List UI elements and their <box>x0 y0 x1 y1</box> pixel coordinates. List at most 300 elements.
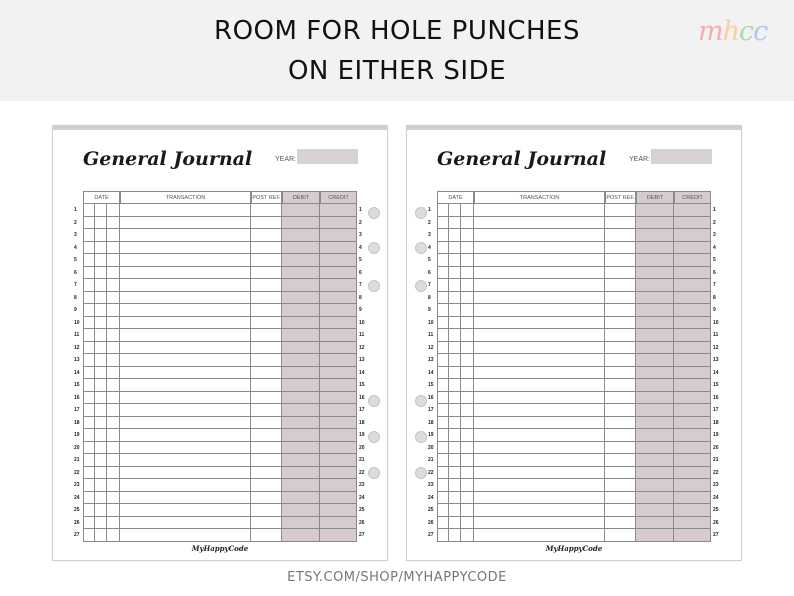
table-cell[interactable] <box>95 217 107 230</box>
table-cell[interactable] <box>674 392 711 405</box>
table-cell[interactable] <box>83 517 95 530</box>
table-cell[interactable] <box>107 254 120 267</box>
table-cell[interactable] <box>95 279 107 292</box>
table-cell[interactable] <box>605 454 636 467</box>
table-cell[interactable] <box>605 492 636 505</box>
table-cell[interactable] <box>107 492 120 505</box>
table-cell[interactable] <box>320 229 357 242</box>
table-cell[interactable] <box>474 267 605 280</box>
table-cell[interactable] <box>95 342 107 355</box>
table-cell[interactable] <box>636 479 674 492</box>
table-cell[interactable] <box>636 242 674 255</box>
table-cell[interactable] <box>320 467 357 480</box>
table-cell[interactable] <box>636 442 674 455</box>
table-cell[interactable] <box>449 304 461 317</box>
table-cell[interactable] <box>251 379 282 392</box>
table-cell[interactable] <box>83 279 95 292</box>
table-cell[interactable] <box>107 392 120 405</box>
table-cell[interactable] <box>474 242 605 255</box>
table-cell[interactable] <box>120 229 251 242</box>
table-cell[interactable] <box>461 304 474 317</box>
table-cell[interactable] <box>674 204 711 217</box>
table-cell[interactable] <box>251 279 282 292</box>
table-cell[interactable] <box>636 292 674 305</box>
table-cell[interactable] <box>605 342 636 355</box>
table-cell[interactable] <box>674 342 711 355</box>
table-cell[interactable] <box>605 517 636 530</box>
table-cell[interactable] <box>437 354 449 367</box>
table-cell[interactable] <box>251 454 282 467</box>
table-cell[interactable] <box>474 304 605 317</box>
table-cell[interactable] <box>449 342 461 355</box>
table-cell[interactable] <box>674 492 711 505</box>
table-cell[interactable] <box>437 529 449 542</box>
table-cell[interactable] <box>251 292 282 305</box>
table-cell[interactable] <box>95 367 107 380</box>
table-cell[interactable] <box>636 504 674 517</box>
table-cell[interactable] <box>605 354 636 367</box>
table-cell[interactable] <box>461 254 474 267</box>
table-cell[interactable] <box>120 367 251 380</box>
table-cell[interactable] <box>474 354 605 367</box>
table-cell[interactable] <box>320 354 357 367</box>
table-cell[interactable] <box>120 317 251 330</box>
table-cell[interactable] <box>107 504 120 517</box>
table-cell[interactable] <box>437 504 449 517</box>
table-cell[interactable] <box>474 204 605 217</box>
table-cell[interactable] <box>107 267 120 280</box>
table-cell[interactable] <box>605 292 636 305</box>
table-cell[interactable] <box>83 304 95 317</box>
table-cell[interactable] <box>636 317 674 330</box>
table-cell[interactable] <box>95 267 107 280</box>
table-cell[interactable] <box>95 479 107 492</box>
table-cell[interactable] <box>107 342 120 355</box>
table-cell[interactable] <box>107 367 120 380</box>
table-cell[interactable] <box>605 317 636 330</box>
table-cell[interactable] <box>251 267 282 280</box>
table-cell[interactable] <box>251 529 282 542</box>
table-cell[interactable] <box>674 279 711 292</box>
table-cell[interactable] <box>320 254 357 267</box>
table-cell[interactable] <box>474 317 605 330</box>
table-cell[interactable] <box>120 392 251 405</box>
table-cell[interactable] <box>320 504 357 517</box>
table-cell[interactable] <box>449 454 461 467</box>
table-cell[interactable] <box>636 367 674 380</box>
table-cell[interactable] <box>474 279 605 292</box>
table-cell[interactable] <box>107 479 120 492</box>
table-cell[interactable] <box>636 229 674 242</box>
table-cell[interactable] <box>120 504 251 517</box>
table-cell[interactable] <box>320 392 357 405</box>
table-cell[interactable] <box>282 242 320 255</box>
table-cell[interactable] <box>449 504 461 517</box>
table-cell[interactable] <box>674 217 711 230</box>
table-cell[interactable] <box>474 217 605 230</box>
table-cell[interactable] <box>636 517 674 530</box>
table-cell[interactable] <box>636 492 674 505</box>
table-cell[interactable] <box>461 517 474 530</box>
table-cell[interactable] <box>120 404 251 417</box>
table-cell[interactable] <box>474 442 605 455</box>
table-cell[interactable] <box>83 467 95 480</box>
table-cell[interactable] <box>282 442 320 455</box>
year-field[interactable] <box>297 149 358 164</box>
table-cell[interactable] <box>120 242 251 255</box>
table-cell[interactable] <box>461 479 474 492</box>
table-cell[interactable] <box>449 279 461 292</box>
table-cell[interactable] <box>474 329 605 342</box>
table-cell[interactable] <box>282 467 320 480</box>
table-cell[interactable] <box>437 342 449 355</box>
table-cell[interactable] <box>674 454 711 467</box>
table-cell[interactable] <box>83 479 95 492</box>
table-cell[interactable] <box>95 204 107 217</box>
table-cell[interactable] <box>474 467 605 480</box>
table-cell[interactable] <box>107 454 120 467</box>
table-cell[interactable] <box>449 254 461 267</box>
table-cell[interactable] <box>605 504 636 517</box>
table-cell[interactable] <box>605 479 636 492</box>
table-cell[interactable] <box>107 529 120 542</box>
table-cell[interactable] <box>449 204 461 217</box>
table-cell[interactable] <box>107 467 120 480</box>
table-cell[interactable] <box>251 442 282 455</box>
table-cell[interactable] <box>474 342 605 355</box>
table-cell[interactable] <box>461 292 474 305</box>
table-cell[interactable] <box>95 229 107 242</box>
table-cell[interactable] <box>83 317 95 330</box>
table-cell[interactable] <box>474 392 605 405</box>
table-cell[interactable] <box>251 317 282 330</box>
table-cell[interactable] <box>107 417 120 430</box>
table-cell[interactable] <box>474 454 605 467</box>
table-cell[interactable] <box>120 204 251 217</box>
table-cell[interactable] <box>636 329 674 342</box>
table-cell[interactable] <box>282 367 320 380</box>
table-cell[interactable] <box>437 304 449 317</box>
table-cell[interactable] <box>282 404 320 417</box>
table-cell[interactable] <box>251 242 282 255</box>
table-cell[interactable] <box>83 292 95 305</box>
table-cell[interactable] <box>674 267 711 280</box>
table-cell[interactable] <box>636 379 674 392</box>
table-cell[interactable] <box>320 342 357 355</box>
table-cell[interactable] <box>282 279 320 292</box>
table-cell[interactable] <box>282 529 320 542</box>
table-cell[interactable] <box>461 317 474 330</box>
table-cell[interactable] <box>120 279 251 292</box>
table-cell[interactable] <box>251 492 282 505</box>
table-cell[interactable] <box>674 304 711 317</box>
table-cell[interactable] <box>251 467 282 480</box>
table-cell[interactable] <box>636 529 674 542</box>
table-cell[interactable] <box>605 267 636 280</box>
table-cell[interactable] <box>251 404 282 417</box>
table-cell[interactable] <box>95 329 107 342</box>
table-cell[interactable] <box>461 429 474 442</box>
table-cell[interactable] <box>83 417 95 430</box>
table-cell[interactable] <box>437 379 449 392</box>
table-cell[interactable] <box>437 429 449 442</box>
table-cell[interactable] <box>251 342 282 355</box>
table-cell[interactable] <box>95 454 107 467</box>
table-cell[interactable] <box>282 292 320 305</box>
table-cell[interactable] <box>636 342 674 355</box>
table-cell[interactable] <box>461 379 474 392</box>
table-cell[interactable] <box>437 454 449 467</box>
table-cell[interactable] <box>605 429 636 442</box>
table-cell[interactable] <box>674 354 711 367</box>
table-cell[interactable] <box>120 429 251 442</box>
table-cell[interactable] <box>83 217 95 230</box>
table-cell[interactable] <box>461 417 474 430</box>
table-cell[interactable] <box>251 504 282 517</box>
table-cell[interactable] <box>83 267 95 280</box>
table-cell[interactable] <box>107 242 120 255</box>
table-cell[interactable] <box>674 317 711 330</box>
table-cell[interactable] <box>282 329 320 342</box>
table-cell[interactable] <box>282 392 320 405</box>
table-cell[interactable] <box>674 517 711 530</box>
table-cell[interactable] <box>437 517 449 530</box>
table-cell[interactable] <box>461 454 474 467</box>
table-cell[interactable] <box>674 429 711 442</box>
table-cell[interactable] <box>95 529 107 542</box>
table-cell[interactable] <box>251 367 282 380</box>
table-cell[interactable] <box>636 254 674 267</box>
table-cell[interactable] <box>282 354 320 367</box>
table-cell[interactable] <box>636 279 674 292</box>
table-cell[interactable] <box>83 442 95 455</box>
table-cell[interactable] <box>282 379 320 392</box>
table-cell[interactable] <box>674 442 711 455</box>
table-cell[interactable] <box>95 317 107 330</box>
table-cell[interactable] <box>437 217 449 230</box>
table-cell[interactable] <box>474 254 605 267</box>
table-cell[interactable] <box>282 342 320 355</box>
table-cell[interactable] <box>320 279 357 292</box>
table-cell[interactable] <box>461 467 474 480</box>
table-cell[interactable] <box>474 379 605 392</box>
table-cell[interactable] <box>674 329 711 342</box>
table-cell[interactable] <box>605 379 636 392</box>
table-cell[interactable] <box>605 367 636 380</box>
table-cell[interactable] <box>320 442 357 455</box>
table-cell[interactable] <box>120 354 251 367</box>
table-cell[interactable] <box>461 367 474 380</box>
table-cell[interactable] <box>474 479 605 492</box>
table-cell[interactable] <box>461 204 474 217</box>
table-cell[interactable] <box>437 442 449 455</box>
table-cell[interactable] <box>449 404 461 417</box>
table-cell[interactable] <box>107 292 120 305</box>
table-cell[interactable] <box>95 517 107 530</box>
table-cell[interactable] <box>120 254 251 267</box>
table-cell[interactable] <box>251 392 282 405</box>
table-cell[interactable] <box>449 417 461 430</box>
table-cell[interactable] <box>474 292 605 305</box>
table-cell[interactable] <box>449 517 461 530</box>
table-cell[interactable] <box>107 279 120 292</box>
table-cell[interactable] <box>636 217 674 230</box>
table-cell[interactable] <box>83 342 95 355</box>
table-cell[interactable] <box>95 504 107 517</box>
table-cell[interactable] <box>251 254 282 267</box>
table-cell[interactable] <box>461 492 474 505</box>
table-cell[interactable] <box>449 467 461 480</box>
table-cell[interactable] <box>320 292 357 305</box>
table-cell[interactable] <box>320 454 357 467</box>
table-cell[interactable] <box>83 504 95 517</box>
table-cell[interactable] <box>437 392 449 405</box>
table-cell[interactable] <box>437 267 449 280</box>
table-cell[interactable] <box>107 517 120 530</box>
table-cell[interactable] <box>437 329 449 342</box>
table-cell[interactable] <box>674 417 711 430</box>
table-cell[interactable] <box>674 479 711 492</box>
table-cell[interactable] <box>474 229 605 242</box>
table-cell[interactable] <box>437 404 449 417</box>
table-cell[interactable] <box>320 517 357 530</box>
table-cell[interactable] <box>251 479 282 492</box>
table-cell[interactable] <box>605 254 636 267</box>
table-cell[interactable] <box>83 329 95 342</box>
table-cell[interactable] <box>474 529 605 542</box>
table-cell[interactable] <box>320 417 357 430</box>
table-cell[interactable] <box>636 429 674 442</box>
table-cell[interactable] <box>320 529 357 542</box>
table-cell[interactable] <box>449 292 461 305</box>
table-cell[interactable] <box>449 367 461 380</box>
table-cell[interactable] <box>449 479 461 492</box>
table-cell[interactable] <box>282 479 320 492</box>
table-cell[interactable] <box>449 392 461 405</box>
table-cell[interactable] <box>461 404 474 417</box>
table-cell[interactable] <box>282 254 320 267</box>
table-cell[interactable] <box>605 304 636 317</box>
table-cell[interactable] <box>636 467 674 480</box>
table-cell[interactable] <box>251 217 282 230</box>
table-cell[interactable] <box>437 492 449 505</box>
table-cell[interactable] <box>674 292 711 305</box>
table-cell[interactable] <box>461 529 474 542</box>
table-cell[interactable] <box>282 317 320 330</box>
table-cell[interactable] <box>320 379 357 392</box>
table-cell[interactable] <box>95 254 107 267</box>
table-cell[interactable] <box>120 217 251 230</box>
table-cell[interactable] <box>120 304 251 317</box>
table-cell[interactable] <box>95 379 107 392</box>
table-cell[interactable] <box>461 392 474 405</box>
table-cell[interactable] <box>95 292 107 305</box>
table-cell[interactable] <box>437 254 449 267</box>
table-cell[interactable] <box>461 279 474 292</box>
table-cell[interactable] <box>282 217 320 230</box>
table-cell[interactable] <box>636 404 674 417</box>
table-cell[interactable] <box>120 379 251 392</box>
table-cell[interactable] <box>107 379 120 392</box>
table-cell[interactable] <box>636 304 674 317</box>
table-cell[interactable] <box>282 304 320 317</box>
table-cell[interactable] <box>461 329 474 342</box>
table-cell[interactable] <box>107 229 120 242</box>
table-cell[interactable] <box>605 279 636 292</box>
table-cell[interactable] <box>449 442 461 455</box>
table-cell[interactable] <box>120 417 251 430</box>
table-cell[interactable] <box>251 429 282 442</box>
table-cell[interactable] <box>437 367 449 380</box>
table-cell[interactable] <box>636 392 674 405</box>
table-cell[interactable] <box>282 429 320 442</box>
table-cell[interactable] <box>120 442 251 455</box>
table-cell[interactable] <box>437 204 449 217</box>
table-cell[interactable] <box>120 329 251 342</box>
table-cell[interactable] <box>120 492 251 505</box>
table-cell[interactable] <box>449 492 461 505</box>
table-cell[interactable] <box>461 242 474 255</box>
table-cell[interactable] <box>449 267 461 280</box>
table-cell[interactable] <box>461 267 474 280</box>
table-cell[interactable] <box>320 367 357 380</box>
table-cell[interactable] <box>83 204 95 217</box>
table-cell[interactable] <box>95 304 107 317</box>
table-cell[interactable] <box>95 242 107 255</box>
table-cell[interactable] <box>320 404 357 417</box>
table-cell[interactable] <box>95 354 107 367</box>
table-cell[interactable] <box>282 417 320 430</box>
table-cell[interactable] <box>251 204 282 217</box>
table-cell[interactable] <box>83 392 95 405</box>
table-cell[interactable] <box>674 379 711 392</box>
table-cell[interactable] <box>107 354 120 367</box>
table-cell[interactable] <box>83 229 95 242</box>
table-cell[interactable] <box>107 317 120 330</box>
table-cell[interactable] <box>320 304 357 317</box>
table-cell[interactable] <box>251 229 282 242</box>
table-cell[interactable] <box>636 417 674 430</box>
table-cell[interactable] <box>449 217 461 230</box>
table-cell[interactable] <box>282 229 320 242</box>
table-cell[interactable] <box>95 404 107 417</box>
table-cell[interactable] <box>83 379 95 392</box>
table-cell[interactable] <box>449 229 461 242</box>
table-cell[interactable] <box>474 492 605 505</box>
table-cell[interactable] <box>437 479 449 492</box>
table-cell[interactable] <box>674 242 711 255</box>
table-cell[interactable] <box>605 242 636 255</box>
table-cell[interactable] <box>320 429 357 442</box>
table-cell[interactable] <box>251 304 282 317</box>
table-cell[interactable] <box>120 529 251 542</box>
table-cell[interactable] <box>605 392 636 405</box>
table-cell[interactable] <box>120 342 251 355</box>
table-cell[interactable] <box>674 254 711 267</box>
table-cell[interactable] <box>282 204 320 217</box>
table-cell[interactable] <box>474 367 605 380</box>
table-cell[interactable] <box>320 217 357 230</box>
table-cell[interactable] <box>251 417 282 430</box>
table-cell[interactable] <box>120 267 251 280</box>
table-cell[interactable] <box>674 529 711 542</box>
table-cell[interactable] <box>107 442 120 455</box>
table-cell[interactable] <box>83 429 95 442</box>
table-cell[interactable] <box>120 517 251 530</box>
table-cell[interactable] <box>95 442 107 455</box>
table-cell[interactable] <box>474 429 605 442</box>
table-cell[interactable] <box>674 404 711 417</box>
